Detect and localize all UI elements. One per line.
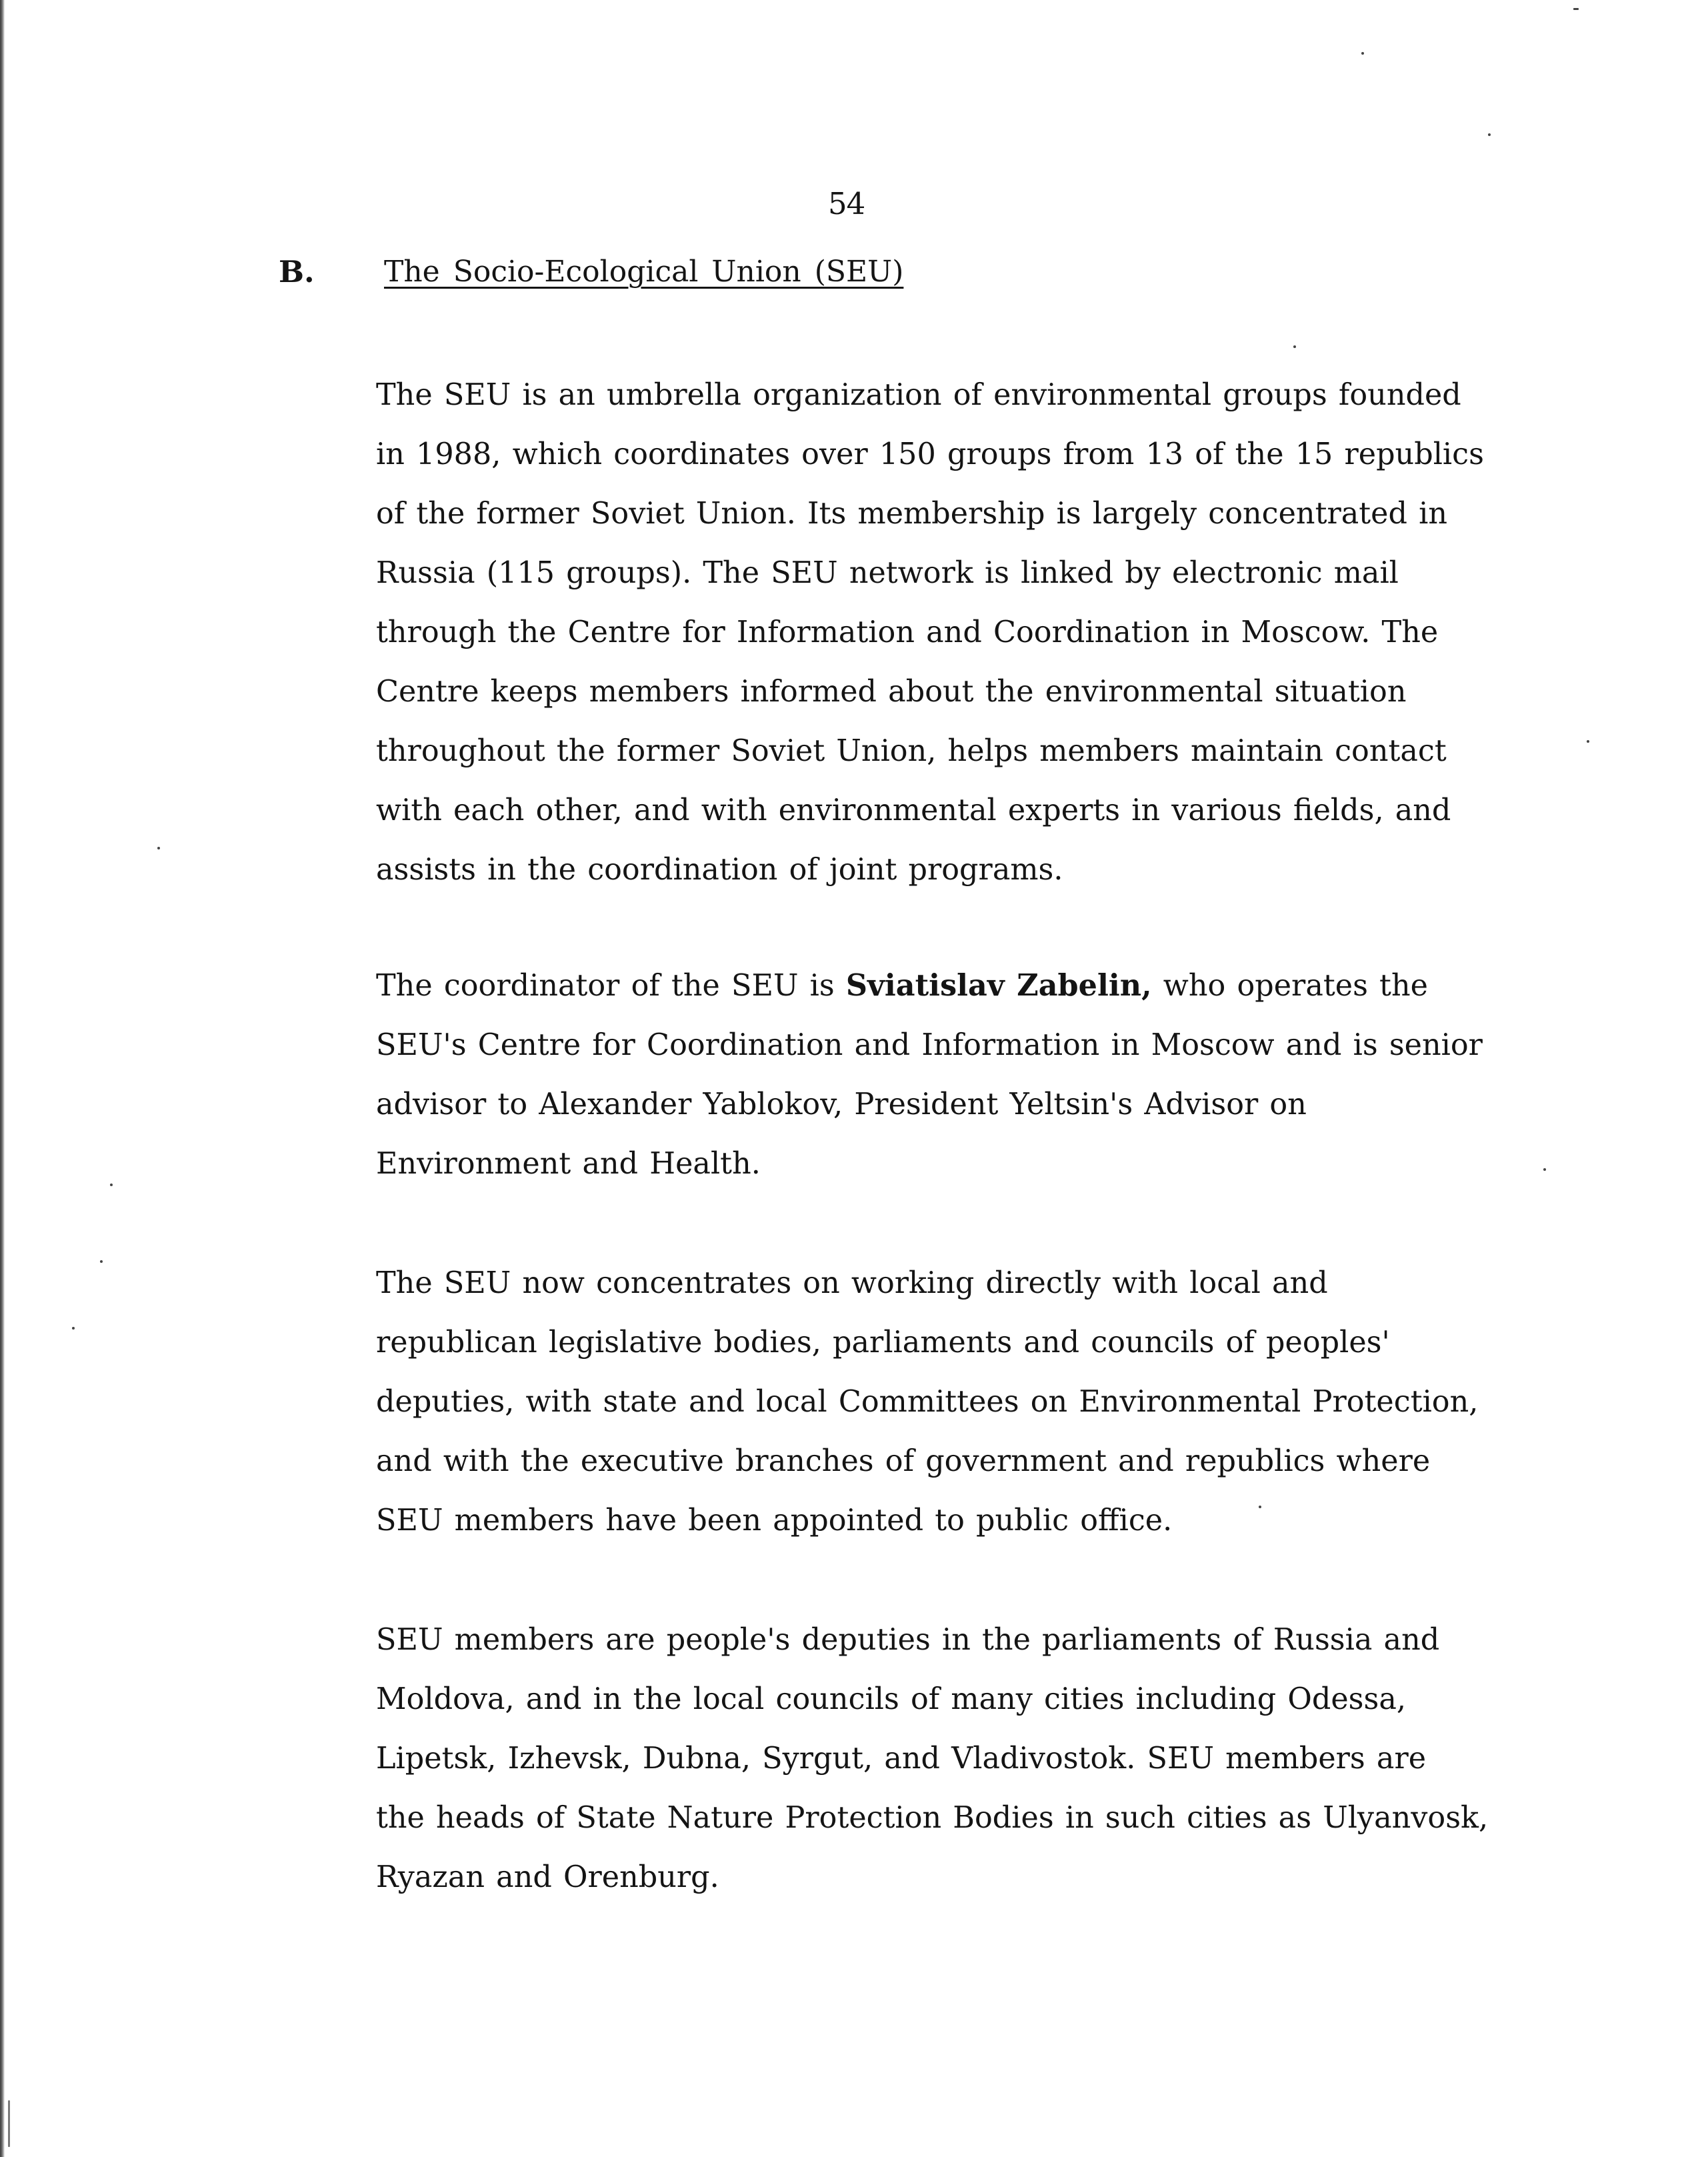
text-fragment: The coordinator of the SEU is xyxy=(376,969,846,1003)
text-line: assists in the coordination of joint programs. xyxy=(376,853,1063,887)
scan-speck xyxy=(110,1184,113,1186)
text-line: in 1988, which coordinates over 150 groups from 13 of the 15 republics xyxy=(376,437,1484,471)
scan-speck xyxy=(72,1327,75,1330)
text-line xyxy=(376,956,1549,1015)
scan-speck xyxy=(1573,8,1579,10)
text-line: SEU's Centre for Coordination and Information in Moscow and is senior xyxy=(376,1028,1483,1062)
page-number: 54 xyxy=(828,186,865,221)
text-line: Centre keeps members informed about the environmental situation xyxy=(376,675,1407,709)
paragraph-coordinator xyxy=(376,956,1549,1194)
text-line: SEU members have been appointed to public office. xyxy=(376,1504,1173,1538)
text-line: The SEU is an umbrella organization of environmental groups founded xyxy=(376,378,1461,412)
coordinator-name: Sviatislav Zabelin, xyxy=(845,968,1152,1003)
scan-speck xyxy=(1488,133,1491,136)
scan-speck xyxy=(1259,1506,1261,1508)
paragraph-members xyxy=(376,1610,1549,1907)
paragraph-legislative-work xyxy=(376,1254,1549,1550)
text-line: and with the executive branches of government and republics where xyxy=(376,1444,1431,1478)
scan-speck xyxy=(1587,740,1589,743)
text-fragment: who operates the xyxy=(1151,969,1428,1003)
text-line: Ryazan and Orenburg. xyxy=(376,1860,719,1894)
section-letter: B. xyxy=(279,254,315,289)
text-line: deputies, with state and local Committees on Environmental Protection, xyxy=(376,1385,1479,1419)
text-line: the heads of State Nature Protection Bodies in such cities as Ulyanvosk, xyxy=(376,1801,1489,1835)
text-line: SEU members are people's deputies in the parliaments of Russia and xyxy=(376,1623,1440,1657)
text-line: Moldova, and in the local councils of many cities including Odessa, xyxy=(376,1682,1406,1716)
scan-speck xyxy=(1543,1168,1546,1171)
text-line: Russia (115 groups). The SEU network is linked by electronic mail xyxy=(376,556,1399,590)
text-line: with each other, and with environmental experts in various fields, and xyxy=(376,793,1451,827)
paragraph-seu-overview xyxy=(376,365,1549,899)
scan-speck xyxy=(100,1260,103,1263)
scan-speck xyxy=(8,2100,10,2147)
text-line: republican legislative bodies, parliaments and councils of peoples' xyxy=(376,1326,1390,1360)
text-line: throughout the former Soviet Union, helps members maintain contact xyxy=(376,734,1447,768)
text-line: through the Centre for Information and Coordination in Moscow. The xyxy=(376,615,1439,649)
scan-speck xyxy=(157,847,160,849)
text-line: of the former Soviet Union. Its membership is largely concentrated in xyxy=(376,497,1447,531)
scan-binding-edge xyxy=(0,0,5,2157)
text-line: advisor to Alexander Yablokov, President Yeltsin's Advisor on xyxy=(376,1088,1307,1122)
scan-speck xyxy=(1293,345,1296,348)
section-title: The Socio-Ecological Union (SEU) xyxy=(384,255,904,289)
scan-speck xyxy=(1361,52,1364,55)
text-line: Environment and Health. xyxy=(376,1147,761,1181)
text-line: The SEU now concentrates on working directly with local and xyxy=(376,1266,1328,1300)
text-line: Lipetsk, Izhevsk, Dubna, Syrgut, and Vladivostok. SEU members are xyxy=(376,1742,1427,1776)
